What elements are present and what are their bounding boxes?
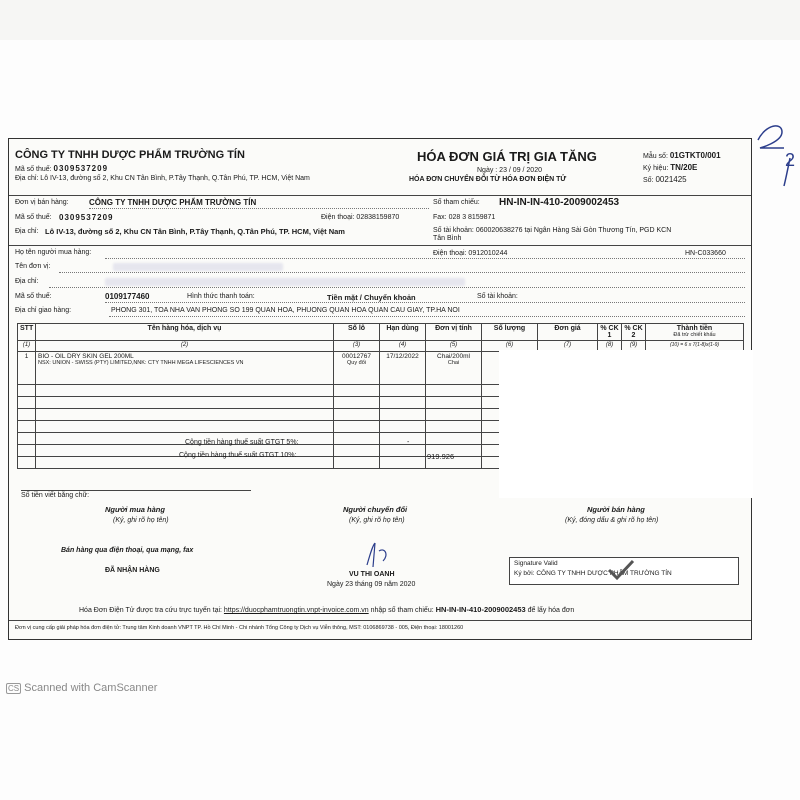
dotted-line xyxy=(89,208,429,209)
signature-valid-box xyxy=(509,557,739,585)
vat10-value: 919.926 xyxy=(427,452,455,461)
buyer-unit-label: Tên đơn vị: xyxy=(15,263,51,270)
empty-cell xyxy=(18,433,36,445)
header-expiry: Hạn dùng xyxy=(380,324,426,341)
empty-cell xyxy=(380,421,426,433)
seller-unit: CÔNG TY TNHH DƯỢC PHẨM TRƯỜNG TÍN xyxy=(89,198,257,207)
item-lot-note: Quy đổi xyxy=(347,360,366,366)
dotted-line xyxy=(105,302,745,303)
item-detail: NSX: UNION - SWISS (PTY) LIMITED,NNK: CTY TNHH MEGA LIFESCIENCES VN xyxy=(38,360,244,366)
lookup-end: để lấy hóa đơn xyxy=(527,607,575,614)
ref-label: Số tham chiếu: xyxy=(433,199,480,206)
empty-cell xyxy=(426,397,482,409)
empty-cell xyxy=(334,409,380,421)
buyer-sign-note: (Ký, ghi rõ họ tên) xyxy=(113,517,169,524)
index-cell: (8) xyxy=(598,341,622,352)
seller-phone-label: Điện thoại: xyxy=(321,214,355,221)
scan-watermark-text: Scanned with CamScanner xyxy=(24,682,158,694)
item-unit-cell xyxy=(426,352,482,385)
item-name: BIO - OIL DRY SKIN GEL 200ML xyxy=(38,353,134,360)
seller-addr: Lô IV-13, đường số 2, Khu CN Tân Bình, P.Tây Thạnh, Q.Tân Phú, TP. HCM, Việt Nam xyxy=(45,227,345,236)
seller-tax-2: 0309537209 xyxy=(59,213,114,222)
buyer-code: HN-C033660 xyxy=(685,250,726,257)
converter-signature xyxy=(359,541,399,569)
buyer-phone-label: Điện thoại: xyxy=(433,250,467,257)
empty-cell xyxy=(334,421,380,433)
empty-cell xyxy=(334,445,380,457)
buyer-addr-label: Địa chỉ: xyxy=(15,278,39,285)
buyer-name-label: Họ tên người mua hàng: xyxy=(15,249,92,256)
scan-watermark xyxy=(6,682,157,694)
redacted-buyer-unit xyxy=(113,263,283,271)
seller-addr-label: Địa chỉ: xyxy=(15,228,39,235)
invoice-subtitle: HÓA ĐƠN CHUYỂN ĐỔI TỪ HÓA ĐƠN ĐIỆN TỬ xyxy=(409,176,567,183)
footer-divider xyxy=(9,620,751,621)
scan-background xyxy=(0,0,800,40)
buyer-tax: 0109177460 xyxy=(105,292,150,301)
empty-cell xyxy=(36,409,334,421)
empty-cell xyxy=(380,385,426,397)
item-lot: 00012767 xyxy=(342,353,371,360)
form-label: Mẫu số: xyxy=(643,153,668,160)
seller-bank-2: Tân Bình xyxy=(433,235,462,242)
seller-fax-row xyxy=(433,214,495,221)
seller-tax-code: 0309537209 xyxy=(53,164,109,173)
checkmark-icon xyxy=(606,558,636,582)
lookup-ref: HN-IN-IN-410-2009002453 xyxy=(435,605,526,614)
symbol-row xyxy=(643,163,697,172)
index-cell: (4) xyxy=(380,341,426,352)
empty-cell xyxy=(426,421,482,433)
empty-cell xyxy=(380,433,426,445)
item-unit: Chai/200ml xyxy=(437,353,470,360)
seller-address: Lô IV-13, đường số 2, Khu CN Tân Bình, P.Tây Thạnh, Q.Tân Phú, TP. HCM, Việt Nam xyxy=(40,175,310,182)
index-cell: (3) xyxy=(334,341,380,352)
seller-tax-label-2: Mã số thuế: xyxy=(15,214,52,221)
invoice-title: HÓA ĐƠN GIÁ TRỊ GIA TĂNG xyxy=(417,149,597,164)
seller-bank-1: 060020638276 tại Ngân Hàng Sài Gòn Thương Tín, PGD KCN xyxy=(475,227,672,234)
index-cell: (7) xyxy=(538,341,598,352)
payment-label: Hình thức thanh toán: xyxy=(187,293,255,300)
invoice-date: Ngày : 23 / 09 / 2020 xyxy=(477,167,542,174)
dotted-line xyxy=(59,272,745,273)
converter-name: VU THI OANH xyxy=(349,571,395,578)
empty-cell xyxy=(380,409,426,421)
empty-cell xyxy=(334,385,380,397)
dotted-line xyxy=(105,258,745,259)
symbol-label: Ký hiệu: xyxy=(643,165,669,172)
lookup-url[interactable]: https://duocphamtruongtin.vnpt-invoice.com.vn xyxy=(223,607,369,614)
empty-cell xyxy=(36,421,334,433)
header-name: Tên hàng hóa, dịch vụ xyxy=(36,324,334,341)
dotted-line xyxy=(49,287,745,288)
index-cell: (10) = 6 x 7(1-8)x(1-9) xyxy=(646,341,744,352)
signature-signed-by: Ký bởi: CÔNG TY TNHH DƯỢC PHẨM TRƯỜNG TÍN xyxy=(514,570,672,577)
empty-cell xyxy=(36,385,334,397)
payment-method: Tiền mặt / Chuyển khoản xyxy=(327,293,416,302)
header-qty: Số lượng xyxy=(482,324,538,341)
index-cell: (6) xyxy=(482,341,538,352)
index-cell: (5) xyxy=(426,341,482,352)
seller-fax: 028 3 8159871 xyxy=(448,214,496,221)
item-stt: 1 xyxy=(18,352,36,385)
phone-sale-note: Bán hàng qua điện thoại, qua mạng, fax xyxy=(61,547,194,554)
form-number-row xyxy=(643,151,721,160)
seller-tax-label: Mã số thuế: xyxy=(15,166,52,173)
lookup-line xyxy=(79,605,574,614)
form-value: 01GTKT0/001 xyxy=(669,151,721,160)
empty-cell xyxy=(18,445,36,457)
converter-date: Ngày 23 tháng 09 năm 2020 xyxy=(327,581,416,588)
table-header-row xyxy=(18,324,744,341)
header-price: Đơn giá xyxy=(538,324,598,341)
index-cell: (2) xyxy=(36,341,334,352)
empty-cell xyxy=(334,433,380,445)
seller-company-name: CÔNG TY TNHH DƯỢC PHẨM TRƯỜNG TÍN xyxy=(15,149,245,161)
header-total-label: Thành tiền xyxy=(676,325,713,332)
seller-divider xyxy=(9,245,751,246)
converter-sign-title: Người chuyển đổi xyxy=(343,505,408,514)
seller-phone-row xyxy=(321,214,399,221)
empty-cell xyxy=(426,409,482,421)
symbol-value: TN/20E xyxy=(670,163,698,172)
buyer-tax-label: Mã số thuế: xyxy=(15,293,52,300)
index-cell: (1) xyxy=(18,341,36,352)
empty-cell xyxy=(426,385,482,397)
empty-cell xyxy=(18,457,36,469)
seller-address-row xyxy=(15,175,310,182)
item-lot-cell xyxy=(334,352,380,385)
invoice-sheet xyxy=(8,138,752,640)
invoice-number-row xyxy=(643,175,687,184)
empty-cell xyxy=(18,421,36,433)
seller-bank-label: Số tài khoản: xyxy=(433,227,474,234)
empty-cell xyxy=(380,397,426,409)
lookup-ref-text: nhập số tham chiếu: xyxy=(370,607,434,614)
delivery-address: PHONG 301, TOA NHA VAN PHONG SO 199 QUAN HOA, PHUONG QUAN HOA QUAN CAU GIAY, TP.HA NOI xyxy=(111,307,460,314)
empty-cell xyxy=(426,433,482,445)
header-ck1: % CK 1 xyxy=(598,324,622,341)
buyer-account-label: Số tài khoản: xyxy=(477,293,518,300)
buyer-phone: 0912010244 xyxy=(468,250,508,257)
empty-cell xyxy=(380,445,426,457)
header-total xyxy=(646,324,744,341)
vat5-label: Cộng tiền hàng thuế suất GTGT 5%: xyxy=(185,439,299,446)
ref-number: HN-IN-IN-410-2009002453 xyxy=(499,197,620,208)
corner-number: 2 xyxy=(785,150,796,170)
delivery-label: Địa chỉ giao hàng: xyxy=(15,307,72,314)
item-expiry: 17/12/2022 xyxy=(380,352,426,385)
empty-cell xyxy=(334,397,380,409)
item-unit-note: Chai xyxy=(447,360,460,366)
lookup-text: Hóa Đơn Điện Tử được tra cứu trực tuyến tại: xyxy=(79,607,222,614)
header-lot: Số lô xyxy=(334,324,380,341)
redacted-buyer-address xyxy=(105,278,465,286)
converter-sign-note: (Ký, ghi rõ họ tên) xyxy=(349,517,405,524)
index-cell: (9) xyxy=(622,341,646,352)
empty-cell xyxy=(18,409,36,421)
buyer-phone-row xyxy=(433,250,507,257)
seller-address-label: Địa chỉ: xyxy=(15,175,39,182)
empty-cell xyxy=(18,385,36,397)
number-value: 0021425 xyxy=(655,175,687,184)
provider-text: Đơn vị cung cấp giải pháp hóa đơn điện tử: Trung tâm Kinh doanh VNPT TP. Hồ Chí Minh - Chi nhánh Tổng Công ty Dịch vụ Viễn thông, MST: 0106869738 - 005, Điện thoại: 18001260 xyxy=(15,625,464,631)
item-name-cell xyxy=(36,352,334,385)
seller-unit-label: Đơn vị bán hàng: xyxy=(15,199,69,206)
camscanner-icon: CS xyxy=(8,684,20,693)
seller-tax-row xyxy=(15,164,108,173)
header-divider xyxy=(9,195,751,196)
seller-fax-label: Fax: xyxy=(433,214,447,221)
signature-valid-label: Signature Valid xyxy=(514,560,558,567)
received-text: ĐÃ NHẬN HÀNG xyxy=(105,567,160,574)
empty-cell xyxy=(36,397,334,409)
empty-cell xyxy=(18,397,36,409)
number-label: Số: xyxy=(643,177,654,184)
seller-sign-title: Người bán hàng xyxy=(587,505,645,514)
amount-words-label: Số tiền viết bằng chữ: xyxy=(21,490,251,499)
vat5-value: - xyxy=(407,439,410,446)
seller-phone: 02838159870 xyxy=(356,214,400,221)
buyer-sign-title: Người mua hàng xyxy=(105,505,165,514)
header-unit: Đơn vị tính xyxy=(426,324,482,341)
vat10-label: Cộng tiền hàng thuế suất GTGT 10%: xyxy=(179,452,297,459)
header-ck2: % CK 2 xyxy=(622,324,646,341)
header-total-sub: Đã trừ chiết khấu xyxy=(673,332,716,338)
redacted-prices xyxy=(499,350,753,498)
seller-sign-note: (Ký, đóng dấu & ghi rõ họ tên) xyxy=(565,517,659,524)
dotted-line xyxy=(109,316,745,317)
seller-bank-row xyxy=(433,227,671,234)
header-stt: STT xyxy=(18,324,36,341)
empty-cell xyxy=(380,457,426,469)
empty-cell xyxy=(334,457,380,469)
